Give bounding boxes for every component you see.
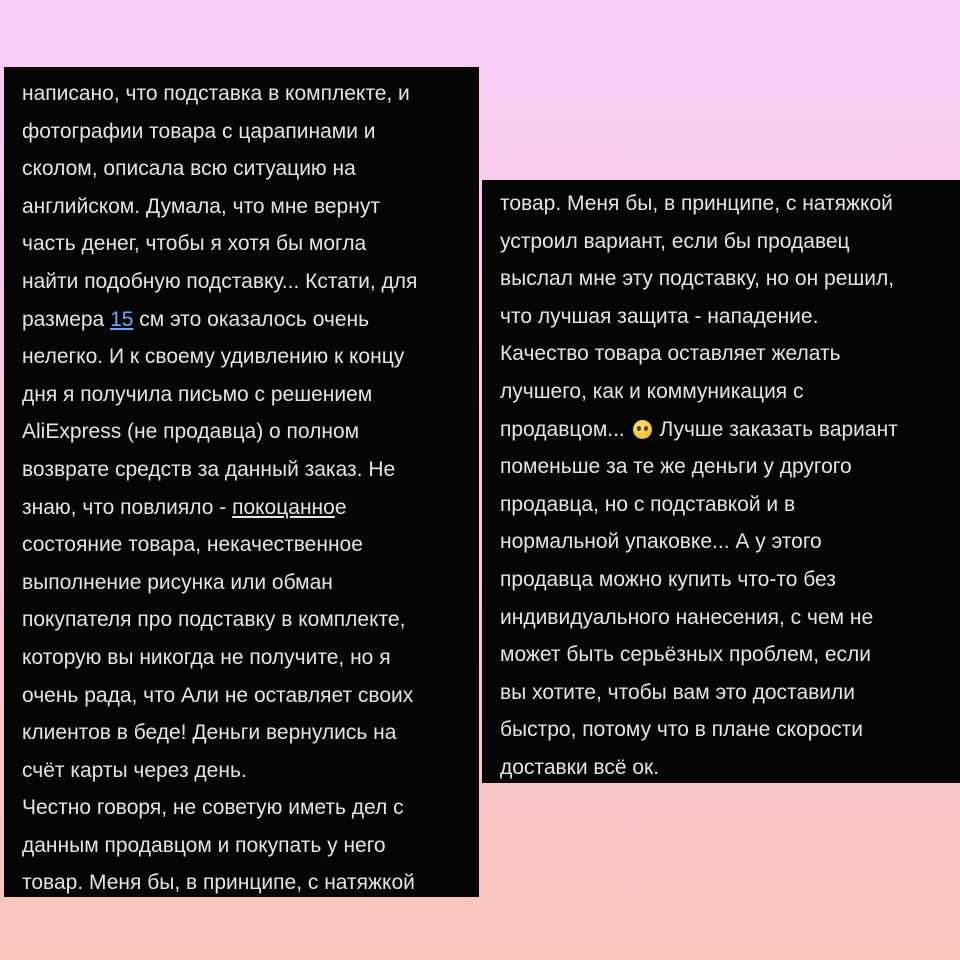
size-link[interactable]: 15 xyxy=(110,307,134,331)
text-line: поменьше за те же деньги у другого xyxy=(500,455,852,479)
text-line: английском. Думала, что мне вернут xyxy=(22,194,380,218)
text-line: устроил вариант, если бы продавец xyxy=(500,229,850,253)
text-line: товар. Меня бы, в принципе, с натяжкой xyxy=(22,871,415,895)
text-line: товар. Меня бы, в принципе, с натяжкой xyxy=(500,192,893,215)
text-line: которую вы никогда не получите, но я xyxy=(22,645,391,669)
text-line xyxy=(500,411,960,449)
text-fragment: размера xyxy=(22,307,111,331)
review-text-panel-right xyxy=(482,180,960,783)
text-line: нелегко. И к своему удивлению к концу xyxy=(22,345,405,369)
text-line: состояние товара, некачественное xyxy=(22,533,363,557)
review-text-panel-left xyxy=(4,67,479,897)
text-line: может быть серьёзных проблем, если xyxy=(500,643,872,667)
pleading-face-emoji-icon xyxy=(633,420,652,439)
spellcheck-underlined-word: покоцанно xyxy=(232,495,335,519)
text-fragment: продавцом... xyxy=(500,417,631,441)
text-line: AliExpress (не продавца) о полном xyxy=(22,420,360,444)
text-line: клиентов в беде! Деньги вернулись на xyxy=(22,721,397,745)
text-fragment: см это оказалось очень xyxy=(133,307,370,331)
text-line: продавца, но с подставкой и в xyxy=(500,492,796,516)
text-line: что лучшая защита - нападение. xyxy=(500,304,819,328)
text-line: написано, что подставка в комплекте, и xyxy=(22,82,410,105)
text-line: дня я получила письмо с решением xyxy=(22,382,373,406)
text-line: вы хотите, чтобы вам это доставили xyxy=(500,680,855,704)
text-line: лучшего, как и коммуникация с xyxy=(500,379,804,403)
text-line: доставки всё ок. xyxy=(500,755,660,779)
text-line: данным продавцом и покупать у него xyxy=(22,833,386,857)
text-line: счёт карты через день. xyxy=(22,758,247,782)
text-line: нормальной упаковке... А у этого xyxy=(500,530,822,554)
text-line: Честно говоря, не советую иметь дел с xyxy=(22,796,404,820)
text-line: очень рада, что Али не оставляет своих xyxy=(22,683,414,707)
text-line: найти подобную подставку... Кстати, для xyxy=(22,269,418,293)
text-line xyxy=(22,489,479,527)
text-line: индивидуального нанесения, с чем не xyxy=(500,605,874,629)
text-line: выслал мне эту подставку, но он решил, xyxy=(500,267,895,291)
text-line: возврате средств за данный заказ. Не xyxy=(22,457,396,481)
text-line: быстро, потому что в плане скорости xyxy=(500,718,863,742)
text-line: продавца можно купить что-то без xyxy=(500,567,836,591)
text-line: фотографии товара с царапинами и xyxy=(22,119,376,143)
text-fragment: Лучше заказать вариант xyxy=(653,417,898,441)
text-fragment: е xyxy=(334,495,347,519)
text-line: сколом, описала всю ситуацию на xyxy=(22,157,356,181)
text-line xyxy=(22,301,479,339)
text-line: Качество товара оставляет желать xyxy=(500,342,841,366)
text-line: покупателя про подставку в комплекте, xyxy=(22,608,406,632)
text-line: часть денег, чтобы я хотя бы могла xyxy=(22,232,367,256)
text-fragment: знаю, что повлияло - xyxy=(22,495,233,519)
text-line: выполнение рисунка или обман xyxy=(22,570,333,594)
